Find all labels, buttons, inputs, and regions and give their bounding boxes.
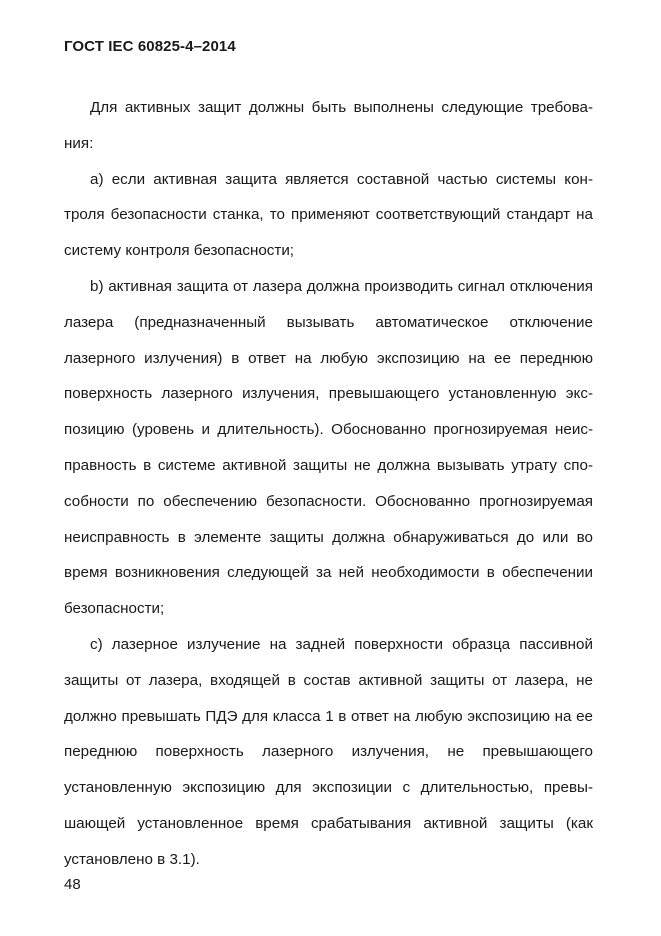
paragraph-b: b) активная защита от лазера должна производить сигнал отключения лазера (предназначенный вызывать автоматическое отключение лазерного излучения) в ответ на любую экспозицию на ее переднюю поверхность лазерного излучения, превышающего установленную экспозицию (уровень и длительность). Обоснованно прогнозируемая неисправность в системе активной защиты не должна вызывать утрату способности по обеспечению безопасности. Обоснованно прогнозируемая неисправность в элементе защиты должна обнаруживаться до или во время возникновения следующей за ней необходимости в обеспечении безопасности; <box>64 277 593 618</box>
document-body <box>64 90 593 878</box>
document-header: ГОСТ IEC 60825-4–2014 <box>64 38 236 55</box>
paragraph-a: a) если активная защита является составной частью системы контроля безопасности станка, то применяют соответствующий стандарт на систему контроля безопасности; <box>64 170 593 260</box>
page-number: 48 <box>64 876 81 893</box>
paragraph-c: c) лазерное излучение на задней поверхности образца пассивной защиты от лазера, входящей в состав активной защиты от лазера, не должно превышать ПДЭ для класса 1 в ответ на любую экспозицию на ее переднюю поверхность лазерного излучения, не превышающего установленную экспозицию для экспозиции с длительностью, превышающей установленное время срабатывания активной защиты (как установлено в 3.1). <box>64 635 593 868</box>
paragraph-intro: Для активных защит должны быть выполнены следующие требования: <box>64 99 593 152</box>
